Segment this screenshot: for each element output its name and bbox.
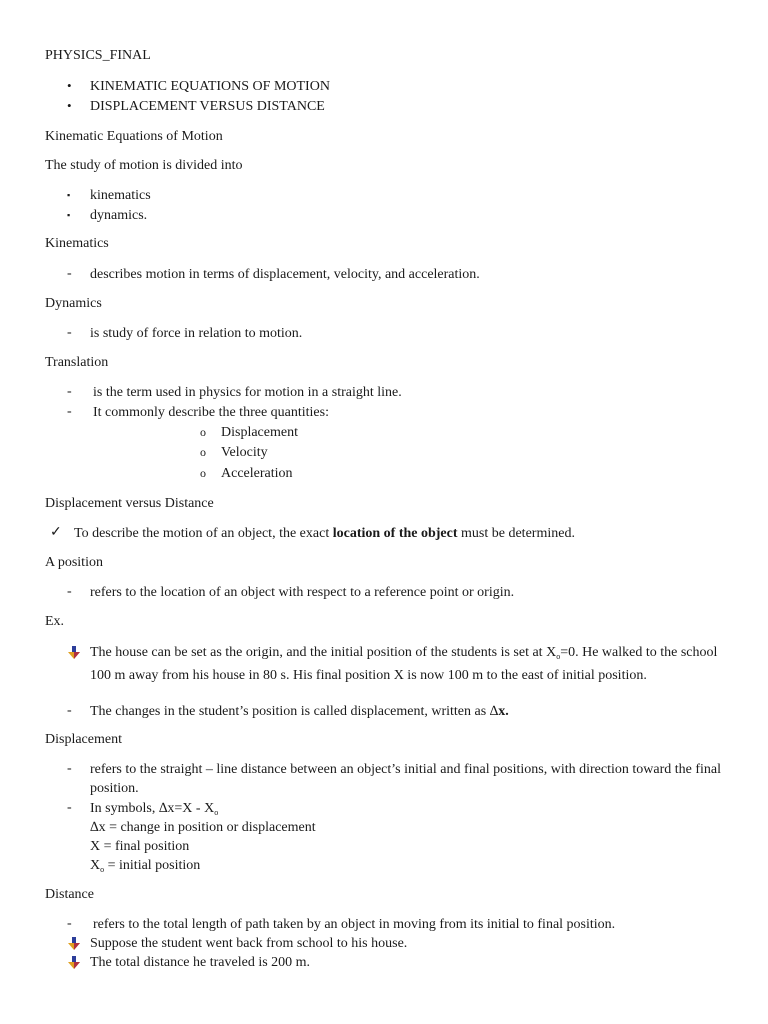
definition-text: is the term used in physics for motion in a straight line.: [93, 385, 402, 400]
definition-text: refers to the total length of path taken by an object in moving from its initial to final position.: [93, 917, 616, 932]
square-bullet-icon: ▪: [67, 190, 71, 200]
subscript: o: [100, 865, 105, 874]
paragraph: The study of motion is divided into: [45, 158, 243, 173]
circle-bullet-icon: o: [200, 466, 206, 480]
symbols-text-part: In symbols, ∆x=X - X: [90, 801, 215, 816]
distance-item-text: Suppose the student went back from school to his house.: [90, 936, 408, 951]
symbol-def-text: ∆x = change in position or displacement: [90, 820, 316, 835]
subscript: o: [214, 808, 219, 817]
arrow-down-icon: [68, 956, 80, 970]
example-change-bold: x.: [498, 704, 509, 719]
list-item-label: dynamics.: [90, 208, 148, 223]
quantity-label: Velocity: [221, 445, 268, 460]
definition-text: describes motion in terms of displacement, velocity, and acceleration.: [90, 267, 480, 282]
symbol-def-text: [90, 856, 200, 879]
check-text-part: must be determined.: [457, 526, 575, 541]
section-heading: Displacement versus Distance: [45, 496, 214, 511]
section-heading: Kinematic Equations of Motion: [45, 129, 223, 144]
definition-text: refers to the location of an object with respect to a reference point or origin.: [90, 585, 515, 600]
check-text: [74, 524, 575, 543]
symbol-part: = initial position: [104, 858, 201, 873]
section-heading: Ex.: [45, 614, 65, 629]
definition-text: It commonly describe the three quantities:: [93, 405, 329, 420]
dash-bullet-icon: -: [67, 761, 72, 776]
distance-item-text: The total distance he traveled is 200 m.: [90, 955, 311, 970]
section-heading: Translation: [45, 355, 109, 370]
dash-bullet-icon: -: [67, 584, 72, 599]
symbol-def-text: X = final position: [90, 839, 190, 854]
check-text-bold: location of the object: [332, 526, 458, 541]
example-text: [90, 643, 730, 685]
example-text-part: The house can be set as the origin, and the initial position of the students is set at X: [90, 645, 557, 660]
example-change-text: [90, 702, 509, 721]
check-text-part: To describe the motion of an object, the exact: [74, 526, 333, 541]
bullet-icon: •: [67, 78, 72, 93]
dash-bullet-icon: -: [67, 266, 72, 281]
topic-label: DISPLACEMENT VERSUS DISTANCE: [90, 99, 325, 114]
section-heading: Distance: [45, 887, 94, 902]
checkmark-icon: ✓: [50, 525, 62, 540]
example-text-part: =0. He walked to the school 100 m away from his house in 80 s. His final position X is now 100 m to the east of initial position.: [90, 645, 718, 683]
symbol-part: X: [90, 858, 101, 873]
example-change-part: The changes in the student’s position is called displacement, written as ∆: [90, 704, 499, 719]
section-heading: Dynamics: [45, 296, 102, 311]
bullet-icon: •: [67, 98, 72, 113]
arrow-down-icon: [68, 646, 80, 660]
quantity-label: Acceleration: [221, 466, 293, 481]
quantity-label: Displacement: [221, 425, 298, 440]
circle-bullet-icon: o: [200, 445, 206, 459]
list-item-label: kinematics: [90, 188, 151, 203]
circle-bullet-icon: o: [200, 425, 206, 439]
definition-text: is study of force in relation to motion.: [90, 326, 303, 341]
subscript: o: [556, 652, 561, 661]
definition-text: refers to the straight – line distance between an object’s initial and final positions, with direction toward the final position.: [90, 762, 721, 796]
doc-title: PHYSICS_FINAL: [45, 48, 151, 63]
dash-bullet-icon: -: [67, 325, 72, 340]
dash-bullet-icon: -: [67, 916, 72, 931]
section-heading: A position: [45, 555, 103, 570]
dash-bullet-icon: -: [67, 404, 72, 419]
arrow-down-icon: [68, 937, 80, 951]
dash-bullet-icon: -: [67, 800, 72, 815]
dash-bullet-icon: -: [67, 703, 72, 718]
dash-bullet-icon: -: [67, 384, 72, 399]
section-heading: Displacement: [45, 732, 122, 747]
square-bullet-icon: ▪: [67, 210, 71, 220]
section-heading: Kinematics: [45, 236, 109, 251]
topic-label: KINEMATIC EQUATIONS OF MOTION: [90, 79, 330, 94]
